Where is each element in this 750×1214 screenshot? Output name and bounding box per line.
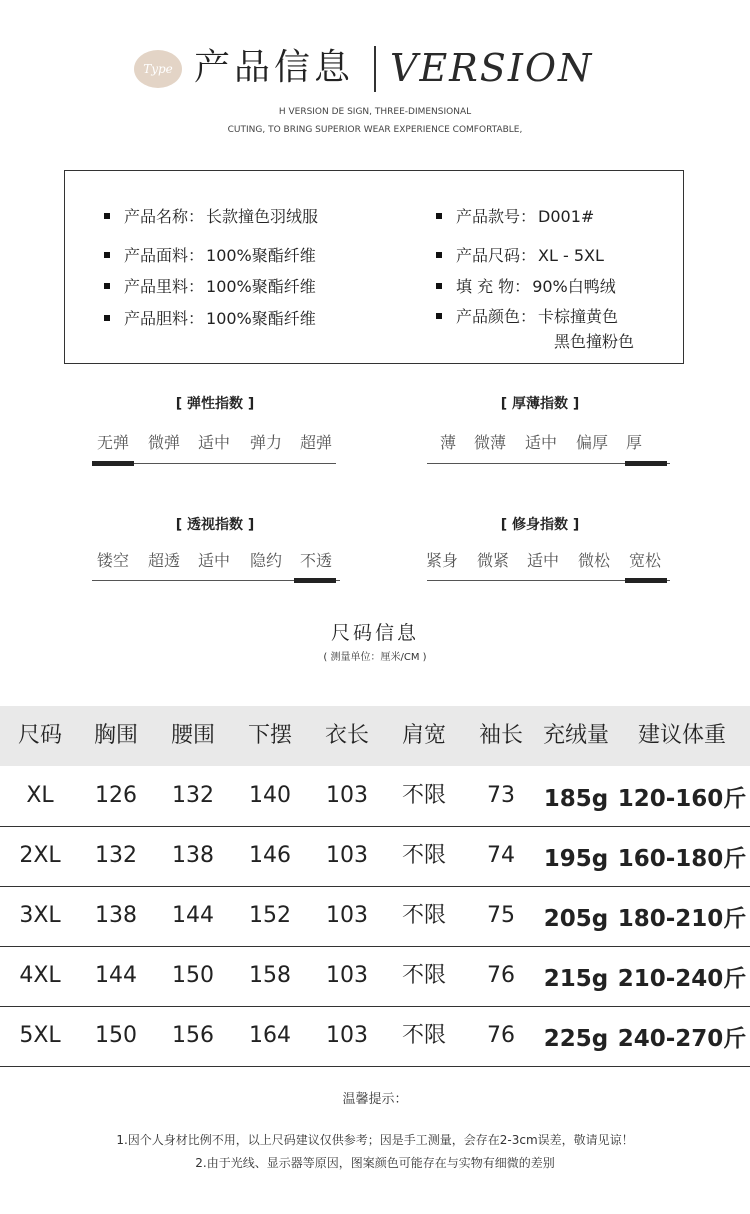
size-table-cell: 4XL (19, 963, 61, 988)
index-option: 厚 (626, 433, 643, 452)
info-label: 产品胆料： (124, 309, 205, 328)
index-title: [ 修身指数 ] (500, 517, 580, 533)
size-table-cell: 132 (172, 783, 214, 808)
size-info-title: 尺码信息 (330, 622, 419, 644)
subtitle-line-1: H VERSION DE SIGN, THREE-DIMENSIONAL (278, 107, 472, 117)
size-table-cell: 210-240斤 (617, 966, 747, 992)
info-style-no (436, 204, 594, 227)
info-size (436, 243, 604, 266)
size-table-header-cell: 尺码 (17, 723, 62, 748)
info-value: 90%白鸭绒 (532, 277, 616, 296)
info-value: 100%聚酯纤维 (206, 246, 316, 265)
info-value: D001# (538, 207, 595, 226)
size-table-cell: 5XL (19, 1023, 61, 1048)
tip-line-1: 1.因个人身材比例不用，以上尺码建议仅供参考；因是手工测量，会存在2-3cm误差，敬请见谅！ (116, 1133, 634, 1147)
size-table-cell: 195g (543, 846, 609, 872)
index-option: 微薄 (474, 433, 507, 452)
size-table-cell: 158 (249, 963, 291, 988)
size-table-header-cell: 建议体重 (637, 723, 726, 748)
page-title-cn: 产品信息 (194, 47, 355, 88)
size-table-cell: 103 (326, 843, 368, 868)
size-table-cell: 132 (95, 843, 137, 868)
info-fabric (104, 243, 316, 266)
bullet-icon (104, 283, 110, 289)
index-option: 薄 (440, 433, 457, 452)
title-divider (374, 46, 376, 92)
index-selected-marker (294, 578, 336, 583)
size-table-cell: 74 (487, 843, 515, 868)
size-table-cell: 103 (326, 1023, 368, 1048)
size-table-cell: 不限 (401, 963, 446, 988)
info-label: 产品尺码： (456, 246, 537, 265)
index-option: 紧身 (426, 551, 459, 570)
size-table-cell: 103 (326, 903, 368, 928)
size-table-cell: 164 (249, 1023, 291, 1048)
size-table-header-cell: 下摆 (247, 723, 292, 748)
size-table-cell: 152 (249, 903, 291, 928)
bullet-icon (436, 213, 442, 219)
size-table-cell: 73 (487, 783, 515, 808)
subtitle-line-2: CUTING, TO BRING SUPERIOR WEAR EXPERIENCE COMFORTABLE, (227, 125, 523, 135)
info-name (104, 204, 318, 227)
info-inner (104, 306, 316, 329)
table-row-divider (0, 1066, 750, 1067)
size-table-cell: 225g (543, 1026, 609, 1052)
index-option: 适中 (198, 551, 231, 570)
size-table-cell: 76 (487, 963, 515, 988)
index-option: 偏厚 (576, 433, 609, 452)
info-label: 产品面料： (124, 246, 205, 265)
size-table-cell: 215g (543, 966, 609, 992)
bullet-icon (104, 252, 110, 258)
size-table-cell: 185g (543, 786, 609, 812)
info-value: 100%聚酯纤维 (206, 277, 316, 296)
info-color (436, 304, 618, 327)
index-option: 适中 (527, 551, 560, 570)
size-table-cell: 138 (172, 843, 214, 868)
type-badge: Type (134, 50, 182, 88)
info-lining (104, 274, 316, 297)
size-table-cell: 150 (95, 1023, 137, 1048)
index-option: 弹力 (250, 433, 283, 452)
bullet-icon (436, 283, 442, 289)
index-option: 无弹 (97, 433, 130, 452)
size-table-cell: 120-160斤 (617, 786, 747, 812)
index-option: 不透 (300, 551, 333, 570)
index-title: [ 弹性指数 ] (175, 396, 255, 412)
info-label: 产品名称： (124, 207, 205, 226)
page-title-en: VERSION (390, 46, 594, 90)
size-table-cell: 75 (487, 903, 515, 928)
size-table-cell: 156 (172, 1023, 214, 1048)
index-option: 适中 (525, 433, 558, 452)
size-table-cell: 不限 (401, 903, 446, 928)
size-table-header-cell: 袖长 (478, 723, 523, 748)
index-title: [ 透视指数 ] (175, 517, 255, 533)
size-table-cell: 150 (172, 963, 214, 988)
index-selected-marker (625, 578, 667, 583)
index-option: 超弹 (300, 433, 333, 452)
info-color-2: 黑色撞粉色 (554, 332, 635, 351)
size-table-cell: 205g (543, 906, 609, 932)
size-table-header-cell: 腰围 (170, 723, 215, 748)
size-table-cell: 不限 (401, 843, 446, 868)
size-table-cell: 144 (95, 963, 137, 988)
bullet-icon (104, 315, 110, 321)
tips-title: 温馨提示： (342, 1092, 408, 1107)
info-filling (436, 274, 616, 297)
size-table-cell: 160-180斤 (617, 846, 747, 872)
size-table-cell: 180-210斤 (617, 906, 747, 932)
size-table-cell: XL (26, 783, 54, 808)
info-label: 填 充 物： (456, 277, 531, 296)
size-table-cell: 126 (95, 783, 137, 808)
index-selected-marker (92, 461, 134, 466)
info-label: 产品款号： (456, 207, 537, 226)
bullet-icon (104, 213, 110, 219)
info-value: 长款撞色羽绒服 (206, 207, 319, 226)
index-option: 超透 (148, 551, 181, 570)
size-table-cell: 76 (487, 1023, 515, 1048)
size-table-header-cell: 衣长 (324, 723, 369, 748)
info-value: 100%聚酯纤维 (206, 309, 316, 328)
size-info-unit: ( 测量单位：厘米/CM ) (323, 652, 427, 663)
index-option: 宽松 (629, 551, 662, 570)
size-table-cell: 不限 (401, 783, 446, 808)
info-label: 产品颜色： (456, 307, 537, 326)
index-selected-marker (625, 461, 667, 466)
info-value: XL - 5XL (538, 246, 604, 265)
size-table-cell: 144 (172, 903, 214, 928)
size-table-cell: 不限 (401, 1023, 446, 1048)
index-option: 微紧 (477, 551, 510, 570)
size-table-cell: 2XL (19, 843, 61, 868)
index-option: 微弹 (148, 433, 181, 452)
index-option: 适中 (198, 433, 231, 452)
size-table-cell: 146 (249, 843, 291, 868)
size-table-header-cell: 充绒量 (542, 723, 609, 748)
size-table-header-cell: 肩宽 (401, 723, 446, 748)
size-table-header-cell: 胸围 (93, 723, 138, 748)
size-table-cell: 138 (95, 903, 137, 928)
index-title: [ 厚薄指数 ] (500, 396, 580, 412)
info-value: 卡棕撞黄色 (538, 307, 619, 326)
index-option: 微松 (578, 551, 611, 570)
size-table-cell: 103 (326, 963, 368, 988)
index-option: 隐约 (250, 551, 283, 570)
bullet-icon (436, 252, 442, 258)
size-table-cell: 140 (249, 783, 291, 808)
size-table-cell: 103 (326, 783, 368, 808)
index-option: 镂空 (97, 551, 130, 570)
size-table-cell: 240-270斤 (617, 1026, 747, 1052)
size-table-cell: 3XL (19, 903, 61, 928)
tip-line-2: 2.由于光线、显示器等原因，图案颜色可能存在与实物有细微的差别 (195, 1156, 555, 1170)
info-label: 产品里料： (124, 277, 205, 296)
bullet-icon (436, 313, 442, 319)
